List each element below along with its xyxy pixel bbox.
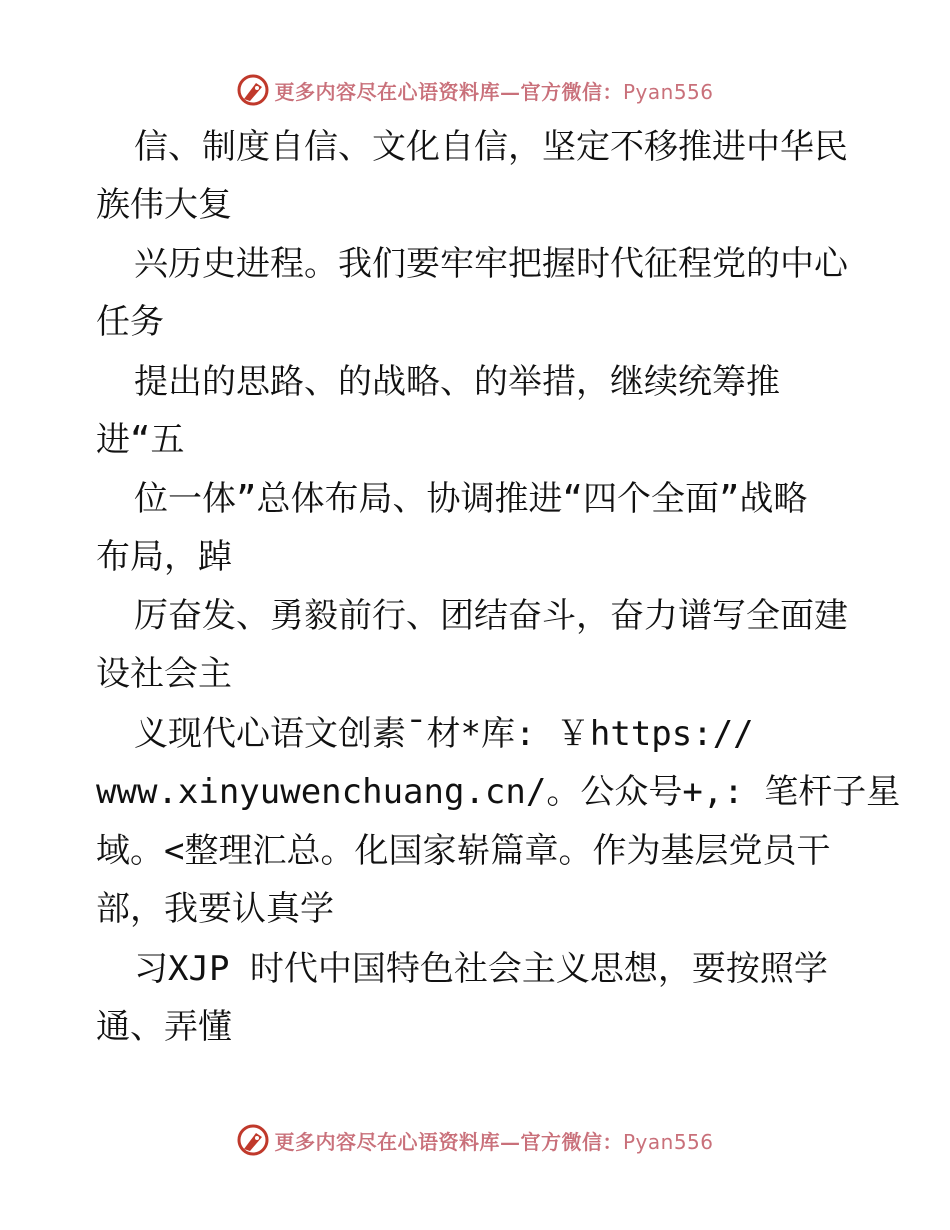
body-line: 进“五 [96,420,185,460]
header-banner-text [274,76,713,105]
body-line: 设社会主 [96,654,232,694]
body-line: 任务 [96,302,164,342]
header-banner [0,70,950,110]
footer-banner-label: 更多内容尽在心语资料库—官方微信： [274,1129,623,1154]
header-banner-label: 更多内容尽在心语资料库—官方微信： [274,79,623,104]
body-line: 兴历史进程。我们要牢牢把握时代征程党的中心 [134,244,848,284]
body-line: 义现代心语文创素¯材*库: ￥https:// [134,714,754,754]
footer-banner [0,1120,950,1160]
body-line: 习XJP 时代中国特色社会主义思想，要按照学 [134,949,828,989]
footer-banner-wechat-id: Pyan556 [622,1129,714,1154]
body-line: 信、制度自信、文化自信，坚定不移推进中华民 [134,127,848,167]
body-line: 厉奋发、勇毅前行、团结奋斗，奋力谱写全面建 [134,596,848,636]
footer-banner-text [274,1126,713,1155]
body-line: 布局，踔 [96,537,232,577]
body-line: 域。<整理汇总。化国家崭篇章。作为基层党员干 [96,831,831,871]
body-line: 族伟大复 [96,185,232,225]
body-line: 部，我要认真学 [96,889,334,929]
header-banner-wechat-id: Pyan556 [622,79,714,104]
body-line: 通、弄懂 [96,1007,232,1047]
pen-nib-circle-icon [236,73,270,107]
body-line: 位一体”总体布局、协调推进“四个全面”战略 [134,479,808,519]
pen-nib-circle-icon [236,1123,270,1157]
body-line: www.xinyuwenchuang.cn/。公众号+,: 笔杆子星 [96,772,901,812]
body-line: 提出的思路、的战略、的举措，继续统筹推 [134,362,780,402]
